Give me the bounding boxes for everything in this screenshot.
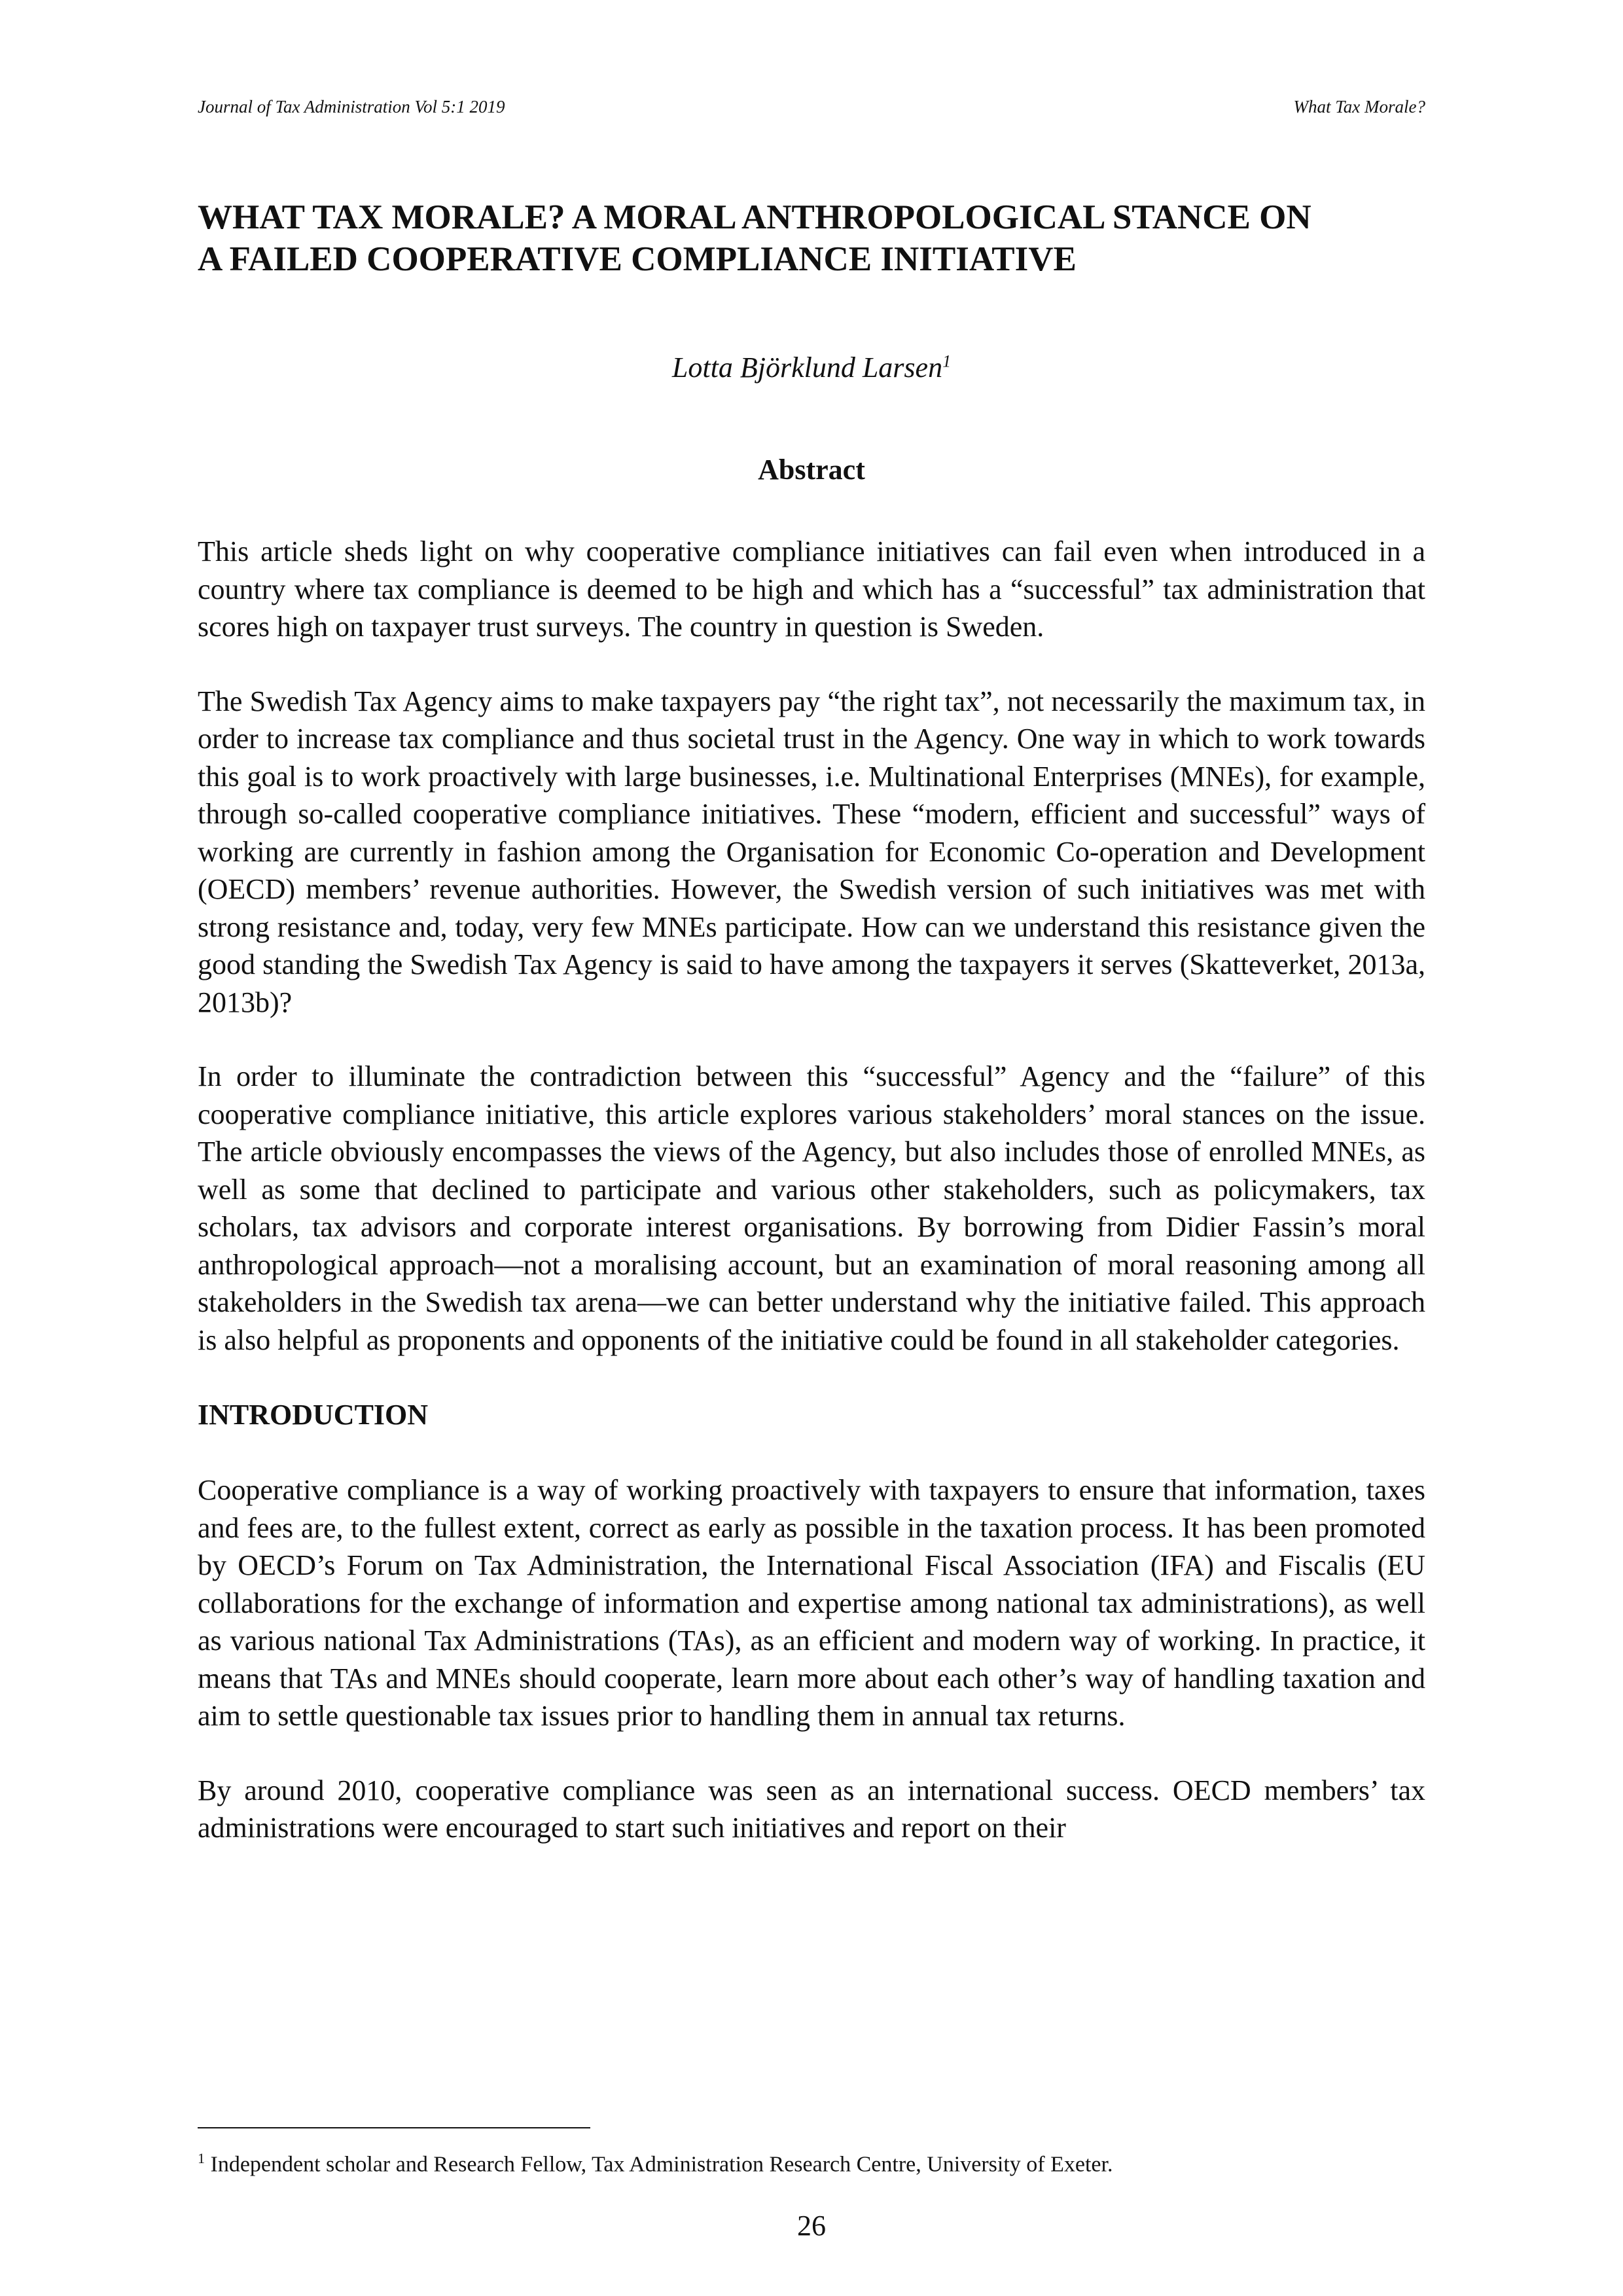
title-line-2: A FAILED COOPERATIVE COMPLIANCE INITIATIVE xyxy=(198,240,1077,278)
abstract-paragraph: This article sheds light on why cooperative compliance initiatives can fail even when introduced in a country where tax compliance is deemed to be high and which has a “successful” tax administration that scores high on taxpayer trust surveys. The country in question is Sweden. xyxy=(198,535,1425,643)
section-heading-introduction: INTRODUCTION xyxy=(198,1399,429,1431)
article-body xyxy=(198,196,1425,1847)
abstract-paragraph: The Swedish Tax Agency aims to make taxpayers pay “the right tax”, not necessarily the maximum tax, in order to increase tax compliance and thus societal trust in the Agency. One way in which to work towards this goal is to work proactively with large businesses, i.e. Multinational Enterprises (MNEs), for example, through so-called cooperative compliance initiatives. These “modern, efficient and successful” ways of working are currently in fashion among the Organisation for Economic Co-operation and Development (OECD) members’ revenue authorities. However, the Swedish version of such initiatives was met with strong resistance and, today, very few MNEs participate. How can we understand this resistance given the good standing the Swedish Tax Agency is said to have among the taxpayers it serves (Skatteverket, 2013a, 2013b)? xyxy=(198,685,1425,1018)
article-title xyxy=(198,196,1425,280)
journal-citation: Journal of Tax Administration Vol 5:1 2019 xyxy=(198,97,505,117)
author-name: Lotta Björklund Larsen xyxy=(671,351,943,384)
running-title: What Tax Morale? xyxy=(1293,97,1425,117)
footnote xyxy=(198,2145,1113,2178)
abstract-paragraph: In order to illuminate the contradiction between this “successful” Agency and the “failure” of this cooperative compliance initiative, this article explores various stakeholders’ moral stances on the issue. The article obviously encompasses the views of the Agency, but also includes those of enrolled MNEs, as well as some that declined to participate and various other stakeholders, such as policymakers, tax scholars, tax advisors and corporate interest organisations. By borrowing from Didier Fassin’s moral anthropological approach—not a moralising account, but an examination of moral reasoning among all stakeholders in the Swedish tax arena—we can better understand why the initiative failed. This approach is also helpful as proponents and opponents of the initiative could be found in all stakeholder categories. xyxy=(198,1060,1425,1356)
footnote-mark: 1 xyxy=(198,2150,205,2166)
abstract-heading: Abstract xyxy=(758,454,865,486)
page-number: 26 xyxy=(797,2210,826,2242)
author-line xyxy=(198,351,1425,385)
body-paragraph: By around 2010, cooperative compliance was seen as an international success. OECD members’ tax administrations were encouraged to start such initiatives and report on their xyxy=(198,1774,1425,1844)
author-footnote-mark: 1 xyxy=(942,351,952,371)
body-paragraph: Cooperative compliance is a way of working proactively with taxpayers to ensure that information, taxes and fees are, to the fullest extent, correct as early as possible in the taxation process. It has been promoted by OECD’s Forum on Tax Administration, the International Fiscal Association (IFA) and Fiscalis (EU collaborations for the exchange of information and expertise among national tax administrations), as well as various national Tax Administrations (TAs), as an efficient and modern way of working. In practice, it means that TAs and MNEs should cooperate, learn more about each other’s way of handling taxation and aim to settle questionable tax issues prior to handling them in annual tax returns. xyxy=(198,1474,1425,1732)
footnote-separator xyxy=(198,2127,590,2128)
footnote-text: Independent scholar and Research Fellow, Tax Administration Research Centre, University of Exeter. xyxy=(210,2152,1113,2177)
title-line-1: WHAT TAX MORALE? A MORAL ANTHROPOLOGICAL STANCE ON xyxy=(198,198,1311,236)
